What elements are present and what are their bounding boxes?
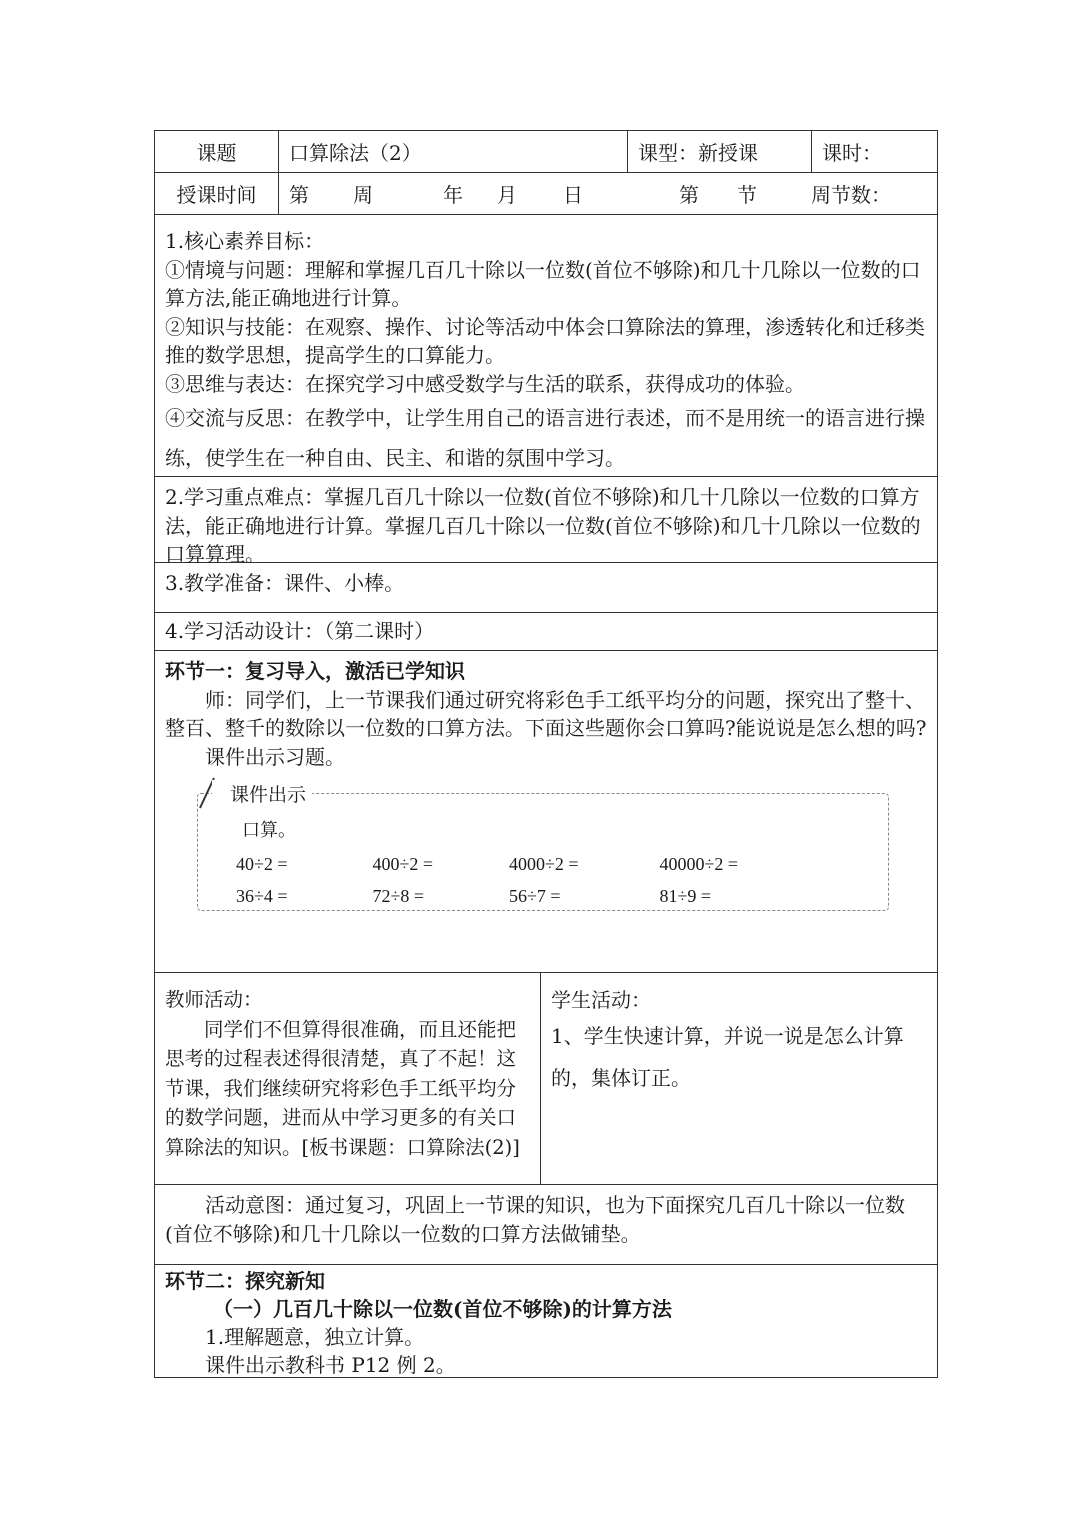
weekly-count: 周节数：	[811, 183, 891, 207]
step1-block	[155, 651, 937, 972]
goal-4: ④交流与反思：在教学中，让学生用自己的语言进行表述，而不是用统一的语言进行操练，使学生在一种自由、民主、和谐的氛围中学习。	[165, 406, 925, 470]
goals-title: 1.核心素养目标：	[165, 229, 325, 253]
goal-3: ③思维与表达：在探究学习中感受数学与生活的联系，获得成功的体验。	[165, 371, 805, 396]
exercise-item: 81÷9 =	[659, 885, 712, 906]
key-points: 2.学习重点难点：掌握几百几十除以一位数(首位不够除)和几十几除以一位数的口算方法，能正确地进行计算。掌握几百几十除以一位数(首位不够除)和几十几除以一位数的口算算理。	[165, 485, 921, 566]
teacher-text: 同学们不但算得很准确，而且还能把思考的过程表述得很清楚，真了不起！这节课，我们继续研究将彩色手工纸平均分的数学问题，进而从中学习更多的有关口算除法的知识。[板书课题：口算除法(2)]	[165, 1017, 520, 1159]
goals-row	[155, 215, 937, 477]
year: 年	[443, 183, 463, 207]
step2-item-1: 1.理解题意，独立计算。	[205, 1325, 425, 1349]
exercise-item: 40÷2 =	[236, 853, 288, 874]
student-activity	[541, 973, 937, 1184]
step1-paragraph: 师：同学们，上一节课我们通过研究将彩色手工纸平均分的问题，探究出了整十、整百、整千的数除以一位数的口算方法。下面这些题你会口算吗?能说说是怎么想的吗?	[165, 687, 927, 740]
time-label: 授课时间	[155, 173, 279, 214]
key-points-row	[155, 477, 937, 566]
topic-label: 课题	[155, 131, 279, 172]
exercise-row-1	[236, 848, 796, 880]
activities-split	[155, 973, 937, 1184]
month: 月	[497, 183, 517, 207]
step2-subtitle: （一）几百几十除以一位数(首位不够除)的计算方法	[213, 1297, 672, 1321]
lesson-plan-table	[154, 130, 938, 1378]
section-label: 第	[679, 183, 699, 207]
section-unit: 节	[737, 183, 757, 207]
student-title: 学生活动：	[551, 988, 651, 1012]
exercise-item: 40000÷2 =	[659, 853, 739, 874]
teacher-activity	[155, 973, 541, 1184]
exercise-item: 4000÷2 =	[508, 853, 579, 874]
header-row-1	[155, 131, 937, 173]
exercise-row-2	[236, 880, 796, 912]
exercise-item: 56÷7 =	[508, 885, 561, 906]
exercise-item: 400÷2 =	[372, 853, 433, 874]
preparation: 3.教学准备：课件、小棒。	[165, 571, 405, 595]
courseware-box	[197, 784, 889, 911]
activity-intent: 活动意图：通过复习，巩固上一节课的知识，也为下面探究几百几十除以一位数(首位不够除)和几十几除以一位数的口算方法做铺垫。	[165, 1193, 905, 1246]
period: 课时：	[822, 141, 882, 165]
step1-title: 环节一：复习导入，激活已学知识	[165, 659, 465, 683]
step2-title: 环节二：探究新知	[165, 1269, 325, 1293]
goal-1: ①情境与问题：理解和掌握几百几十除以一位数(首位不够除)和几十几除以一位数的口算方法,能正确地进行计算。	[165, 257, 921, 310]
step1-note: 课件出示习题。	[205, 744, 345, 769]
step2-row	[155, 1265, 937, 1377]
day: 日	[563, 183, 583, 207]
intent-row	[155, 1185, 937, 1265]
topic-value: 口算除法（2）	[279, 131, 628, 172]
activity-design: 4.学习活动设计：（第二课时）	[165, 619, 435, 643]
exercise-item: 36÷4 =	[236, 885, 288, 906]
activities-row	[155, 973, 937, 1185]
lesson-type: 课型：新授课	[628, 131, 812, 172]
step2-item-2: 课件出示教科书 P12 例 2。	[205, 1353, 456, 1377]
activity-design-row	[155, 613, 937, 651]
courseware-tag: 课件出示	[212, 780, 312, 807]
courseware-label: 口算。	[242, 820, 296, 841]
step1-row	[155, 651, 937, 973]
goal-2: ②知识与技能：在观察、操作、讨论等活动中体会口算除法的算理，渗透转化和迁移类推的数学思想，提高学生的口算能力。	[165, 314, 925, 367]
goals-block	[155, 215, 937, 476]
time-value	[279, 173, 937, 214]
exercise-grid	[236, 848, 796, 912]
header-row-2	[155, 173, 937, 215]
step2-block	[155, 1265, 937, 1377]
student-text: 1、学生快速计算，并说一说是怎么计算的，集体订正。	[551, 1024, 904, 1090]
exercise-item: 72÷8 =	[372, 885, 424, 906]
teacher-title: 教师活动：	[165, 988, 263, 1011]
preparation-row	[155, 563, 937, 613]
week-label: 第	[289, 183, 309, 207]
week-unit: 周	[353, 183, 373, 207]
